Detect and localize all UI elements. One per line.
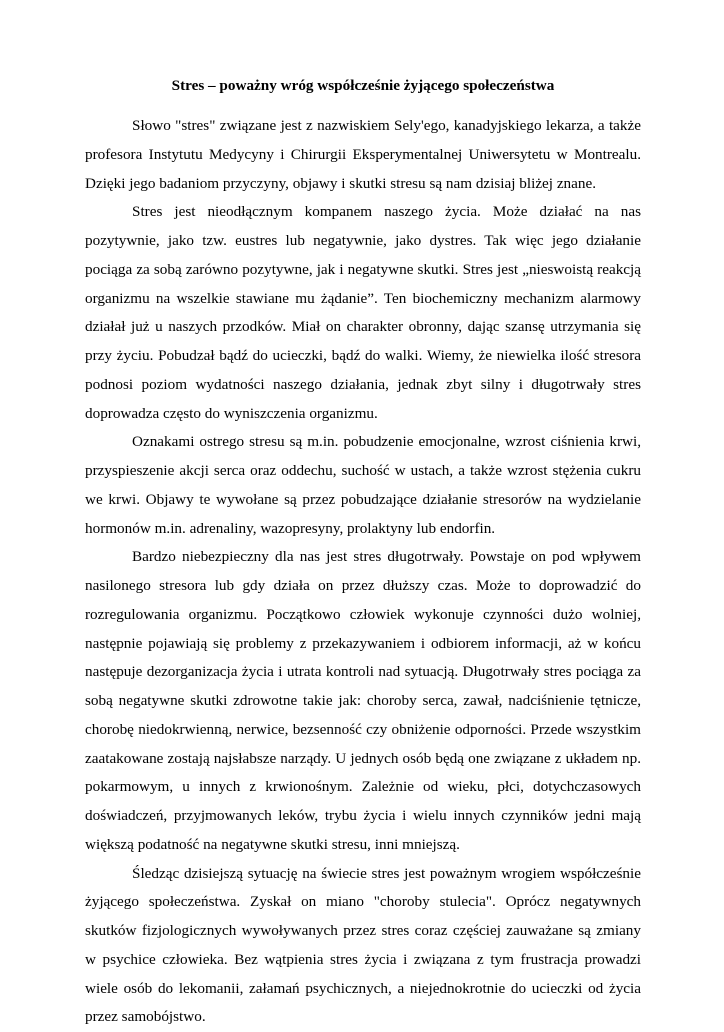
paragraph-stress-today: Śledząc dzisiejszą sytuację na świecie stres jest poważnym wrogiem współcześnie żyjącego społeczeństwa. Zyskał on miano "choroby stulecia". Oprócz negatywnych skutków fizjologicznych wywoływanych przez stres coraz częściej zauważane są zmiany w psychice człowieka. Bez wątpienia stres życia i związana z tym frustracja prowadzi wiele osób do lekomanii, załamań psychicznych, a niejednokrotnie do ucieczki od życia przez samobójstwo. [85,860,641,1032]
paragraph-acute-stress-symptoms: Oznakami ostrego stresu są m.in. pobudzenie emocjonalne, wzrost ciśnienia krwi, przyspieszenie akcji serca oraz oddechu, suchość w ustach, a także wzrost stężenia cukru we krwi. Objawy te wywołane są przez pobudzające działanie stresorów na wydzielanie hormonów m.in. adrenaliny, wazopresyny, prolaktyny lub endorfin. [85,428,641,543]
paragraph-origin-of-stress: Słowo "stres" związane jest z nazwiskiem Sely'ego, kanadyjskiego lekarza, a także profesora Instytutu Medycyny i Chirurgii Eksperymentalnej Uniwersytetu w Montrealu. Dzięki jego badaniom przyczyny, objawy i skutki stresu są nam dzisiaj bliżej znane. [85,112,641,198]
document-page [85,66,641,1032]
paragraph-chronic-stress: Bardzo niebezpieczny dla nas jest stres długotrwały. Powstaje on pod wpływem nasilonego stresora lub gdy działa on przez dłuższy czas. Może to doprowadzić do rozregulowania organizmu. Początkowo człowiek wykonuje czynności dużo wolniej, następnie pojawiają się problemy z przekazywaniem i odbiorem informacji, aż w końcu następuje dezorganizacja życia i utrata kontroli nad sytuacją. Długotrwały stres pociąga za sobą negatywne skutki zdrowotne takie jak: choroby serca, zawał, nadciśnienie tętnicze, chorobę niedokrwienną, nerwice, bezsenność czy obniżenie odporności. Przede wszystkim zaatakowane zostają najsłabsze narządy. U jednych osób będą one związane z układem np. pokarmowym, u innych z krwionośnym. Zależnie od wieku, płci, dotychczasowych doświadczeń, przyjmowanych leków, trybu życia i wielu innych czynników jedni mają większą podatność na negatywne skutki stresu, inni mniejszą. [85,543,641,859]
paragraph-stress-companion: Stres jest nieodłącznym kompanem naszego życia. Może działać na nas pozytywnie, jako tzw. eustres lub negatywnie, jako dystres. Tak więc jego działanie pociąga za sobą zarówno pozytywne, jak i negatywne skutki. Stres jest „nieswoistą reakcją organizmu na wszelkie stawiane mu żądanie”. Ten biochemiczny mechanizm alarmowy działał już u naszych przodków. Miał on charakter obronny, dając szansę utrzymania się przy życiu. Pobudzał bądź do ucieczki, bądź do walki. Wiemy, że niewielka ilość stresora podnosi poziom wydatności naszego działania, jednak zbyt silny i długotrwały stres doprowadza często do wyniszczenia organizmu. [85,198,641,428]
page-title: Stres – poważny wróg współcześnie żyjącego społeczeństwa [85,76,641,96]
